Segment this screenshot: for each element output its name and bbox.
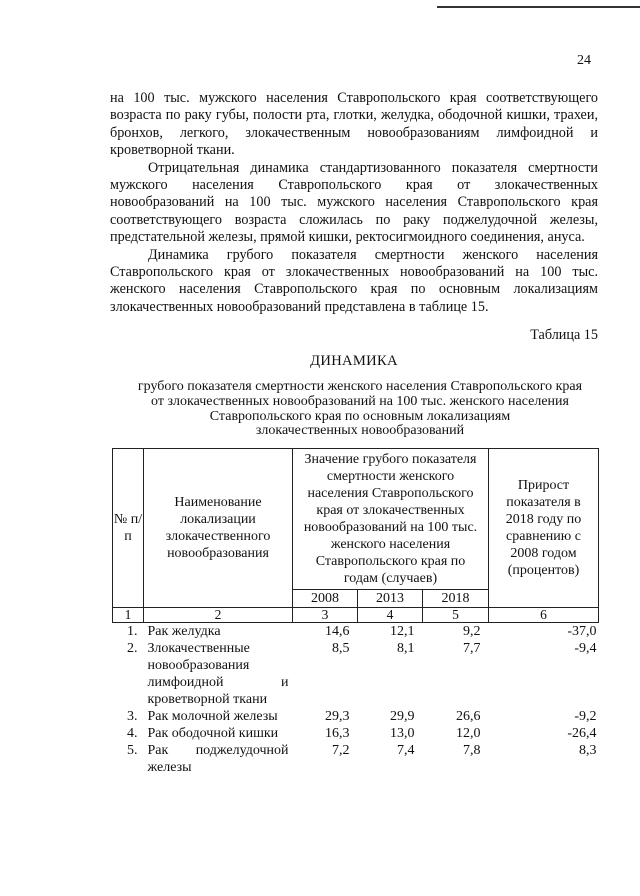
value-2008: 7,2	[332, 743, 350, 758]
growth-value: -9,2	[574, 709, 597, 724]
table-title: ДИНАМИКА	[310, 353, 398, 369]
value-2018: 9,2	[463, 624, 481, 639]
growth-value: -26,4	[567, 726, 597, 741]
value-2013: 13,0	[390, 726, 415, 741]
header-rule	[437, 6, 640, 8]
subtitle-line: злокачественных новообразований	[255, 423, 465, 439]
row-number: 4.	[127, 726, 138, 741]
growth-value: -37,0	[567, 624, 597, 639]
column-number: 4	[358, 608, 423, 623]
value-2013: 29,9	[390, 709, 415, 724]
table-row	[113, 640, 599, 708]
row-number: 1.	[127, 624, 138, 639]
value-2008: 29,3	[325, 709, 350, 724]
header-year: 2008	[293, 590, 358, 608]
column-number: 6	[489, 608, 599, 623]
page-number: 24	[577, 53, 591, 68]
row-localization: Рак поджелудочной железы	[147, 743, 289, 775]
header-number: № п/п	[113, 449, 144, 608]
value-2008: 14,6	[325, 624, 350, 639]
value-2018: 12,0	[456, 726, 481, 741]
table-row	[113, 623, 599, 641]
growth-value: -9,4	[574, 641, 597, 656]
mortality-table	[112, 448, 599, 776]
header-year: 2013	[358, 590, 423, 608]
table-row	[113, 742, 599, 776]
paragraph-2: Отрицательная динамика стандартизованного показателя смертности мужского населения Ставропольского края от злокачественных новообразований на 100 тыс. мужского населения Ставропольского края соответствующего возраста сложилась по раку поджелудочной железы, предстательной железы, прямой кишки, ректосигмоидного соединения, ануса.	[110, 159, 598, 246]
value-2018: 7,7	[463, 641, 481, 656]
value-2008: 8,5	[332, 641, 350, 656]
row-number: 5.	[127, 743, 138, 758]
header-value: Значение грубого показателя смертности женского населения Ставропольского края от злокачественных новообразований на 100 тыс. женского населения Ставропольского края по годам (случаев)	[293, 449, 489, 590]
value-2018: 26,6	[456, 709, 481, 724]
column-number: 1	[113, 608, 144, 623]
row-localization: Злокачественные новообразования лимфоидной и кроветворной ткани	[147, 641, 289, 707]
table-row	[113, 708, 599, 725]
value-2013: 7,4	[397, 743, 415, 758]
value-2013: 8,1	[397, 641, 415, 656]
paragraph-3: Динамика грубого показателя смертности женского населения Ставропольского края от злокачественных новообразований на 100 тыс. женского населения Ставропольского края по основным локализациям злокачественных новообразований представлена в таблице 15.	[110, 246, 598, 315]
body-text	[110, 90, 598, 316]
table-row	[113, 725, 599, 742]
column-number: 3	[293, 608, 358, 623]
header-growth: Прирост показателя в 2018 году по сравнению с 2008 годом (процентов)	[489, 449, 599, 608]
value-2008: 16,3	[325, 726, 350, 741]
subtitle-line: от злокачественных новообразований на 100 тыс. женского населения	[151, 393, 569, 409]
row-number: 3.	[127, 709, 138, 724]
header-localization: Наименование локализации злокачественного новообразования	[144, 449, 293, 608]
subtitle-line: Ставропольского края по основным локализациям	[209, 408, 511, 424]
value-2013: 12,1	[390, 624, 415, 639]
column-number: 2	[144, 608, 293, 623]
value-2018: 7,8	[463, 743, 481, 758]
paragraph-1: на 100 тыс. мужского населения Ставропольского края соответствующего возраста по раку губы, полости рта, глотки, желудка, ободочной кишки, трахеи, бронхов, легкого, злокачественным новообразованиям лимфоидной и кроветворной ткани.	[110, 90, 598, 159]
row-number: 2.	[127, 641, 138, 656]
row-localization: Рак желудка	[147, 624, 221, 639]
table-label: Таблица 15	[530, 327, 598, 343]
header-year: 2018	[423, 590, 489, 608]
table-subtitle	[110, 380, 610, 439]
growth-value: 8,3	[579, 743, 597, 758]
column-number: 5	[423, 608, 489, 623]
row-localization: Рак ободочной кишки	[147, 726, 279, 741]
subtitle-line: грубого показателя смертности женского населения Ставропольского края	[137, 379, 583, 394]
row-localization: Рак молочной железы	[147, 709, 278, 724]
